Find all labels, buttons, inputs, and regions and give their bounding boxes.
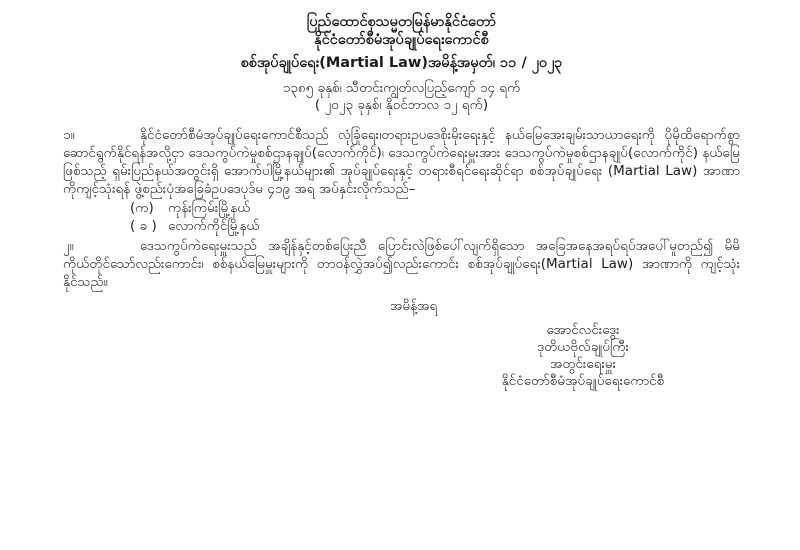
signature-section xyxy=(63,298,740,390)
paragraph-1-number: ၁။ xyxy=(63,127,75,143)
township-2-name: လောက်ကိုင်မြို့နယ် xyxy=(168,217,260,234)
township-2-label: ( ခ ) xyxy=(130,217,157,234)
signature-block xyxy=(423,322,743,390)
paragraph-1-text: နိုင်ငံတော်စီမံအုပ်ချုပ်ရေးကောင်စီသည် လုံခြုံရေး၊တရားဥပဒေစိုးမိုးရေးနှင့် နယ်မြေအေးချမ်းသာယာရေးကို ပိုမိုထိရောက်စွာ ဆောင်ရွက်နိုင်ရန်အလို့ငှာ ဒေသကွပ်ကဲမှုစစ်ဌာနချုပ်(လောက်ကိုင်)၊ ဒေသကွပ်ကဲရေးမှူးအား ဒေသကွပ်ကဲမှုစစ်ဌာနချုပ်(လောက်ကိုင်) နယ်မြေဖြစ်သည့် ရှမ်းပြည်နယ်အတွင်းရှိ အောက်ပါမြို့နယ်များ၏ အုပ်ချုပ်ရေးနှင့် တရားစီရင်ရေးဆိုင်ရာ စစ်အုပ်ချုပ်ရေး (Martial Law) အာဏာကိုကျင့်သုံးရန် ဖွဲ့စည်းပုံအခြေခံဥပဒေပုဒ်မ ၄၁၉ အရ အပ်နှင်းလိုက်သည်– xyxy=(63,127,740,197)
paragraph-2-text: ဒေသကွပ်ကဲရေးမှူးသည် အချိန်နှင့်တစ်ပြေးညီ ပြောင်းလဲဖြစ်ပေါ်လျက်ရှိသော အခြေအနေအရပ်ရပ်အပေါ်မူတည်၍ မိမိကိုယ်တိုင်သော်လည်းကောင်း၊ စစ်နယ်မြေမှူးများကို တာဝန်လွှဲအပ်၍လည်းကောင်း စစ်အုပ်ချုပ်ရေး(Martial Law) အာဏာကို ကျင့်သုံးနိုင်သည်။ xyxy=(63,238,740,290)
document-header xyxy=(63,13,740,114)
state-title: ပြည်ထောင်စုသမ္မတမြန်မာနိုင်ငံတော် xyxy=(306,14,497,30)
date-gregorian-calendar: ( ၂၀၂၃ ခုနှစ်၊ နိုဝင်ဘာလ ၁၂ ရက်) xyxy=(314,97,489,113)
township-list-item-2 xyxy=(130,218,740,236)
township-list-item-1 xyxy=(130,200,740,218)
township-1-name: ကုန်းကြမ်းမြို့နယ် xyxy=(168,200,251,216)
signer-organization: နိုင်ငံတော်စီမံအုပ်ချုပ်ရေးကောင်စီ xyxy=(501,373,665,389)
township-list xyxy=(63,200,740,235)
signer-rank: ဒုတိယဗိုလ်ချုပ်ကြီး xyxy=(537,339,629,355)
order-number-line: စစ်အုပ်ချုပ်ရေး(Martial Law)အမိန့်အမှတ်၊ ၁၁ / ၂၀၂၃ xyxy=(240,55,563,71)
paragraph-2 xyxy=(63,237,740,291)
by-order-label: အမိန့်အရ xyxy=(390,298,438,314)
paragraph-1 xyxy=(63,126,740,198)
paragraph-2-number: ၂။ xyxy=(63,238,74,254)
township-1-label: (က) xyxy=(130,200,154,216)
signer-title: အတွင်းရေးမှူး xyxy=(549,356,617,372)
document-body xyxy=(63,126,740,291)
date-myanmar-calendar: ၁၃၈၅ ခုနှစ်၊ သီတင်းကျွတ်လပြည့်ကျော် ၁၄ ရက် xyxy=(282,80,521,96)
council-title: နိုင်ငံတော်စီမံအုပ်ချုပ်ရေးကောင်စီ xyxy=(314,32,489,48)
signer-name: အောင်လင်းဒွေး xyxy=(546,322,620,338)
